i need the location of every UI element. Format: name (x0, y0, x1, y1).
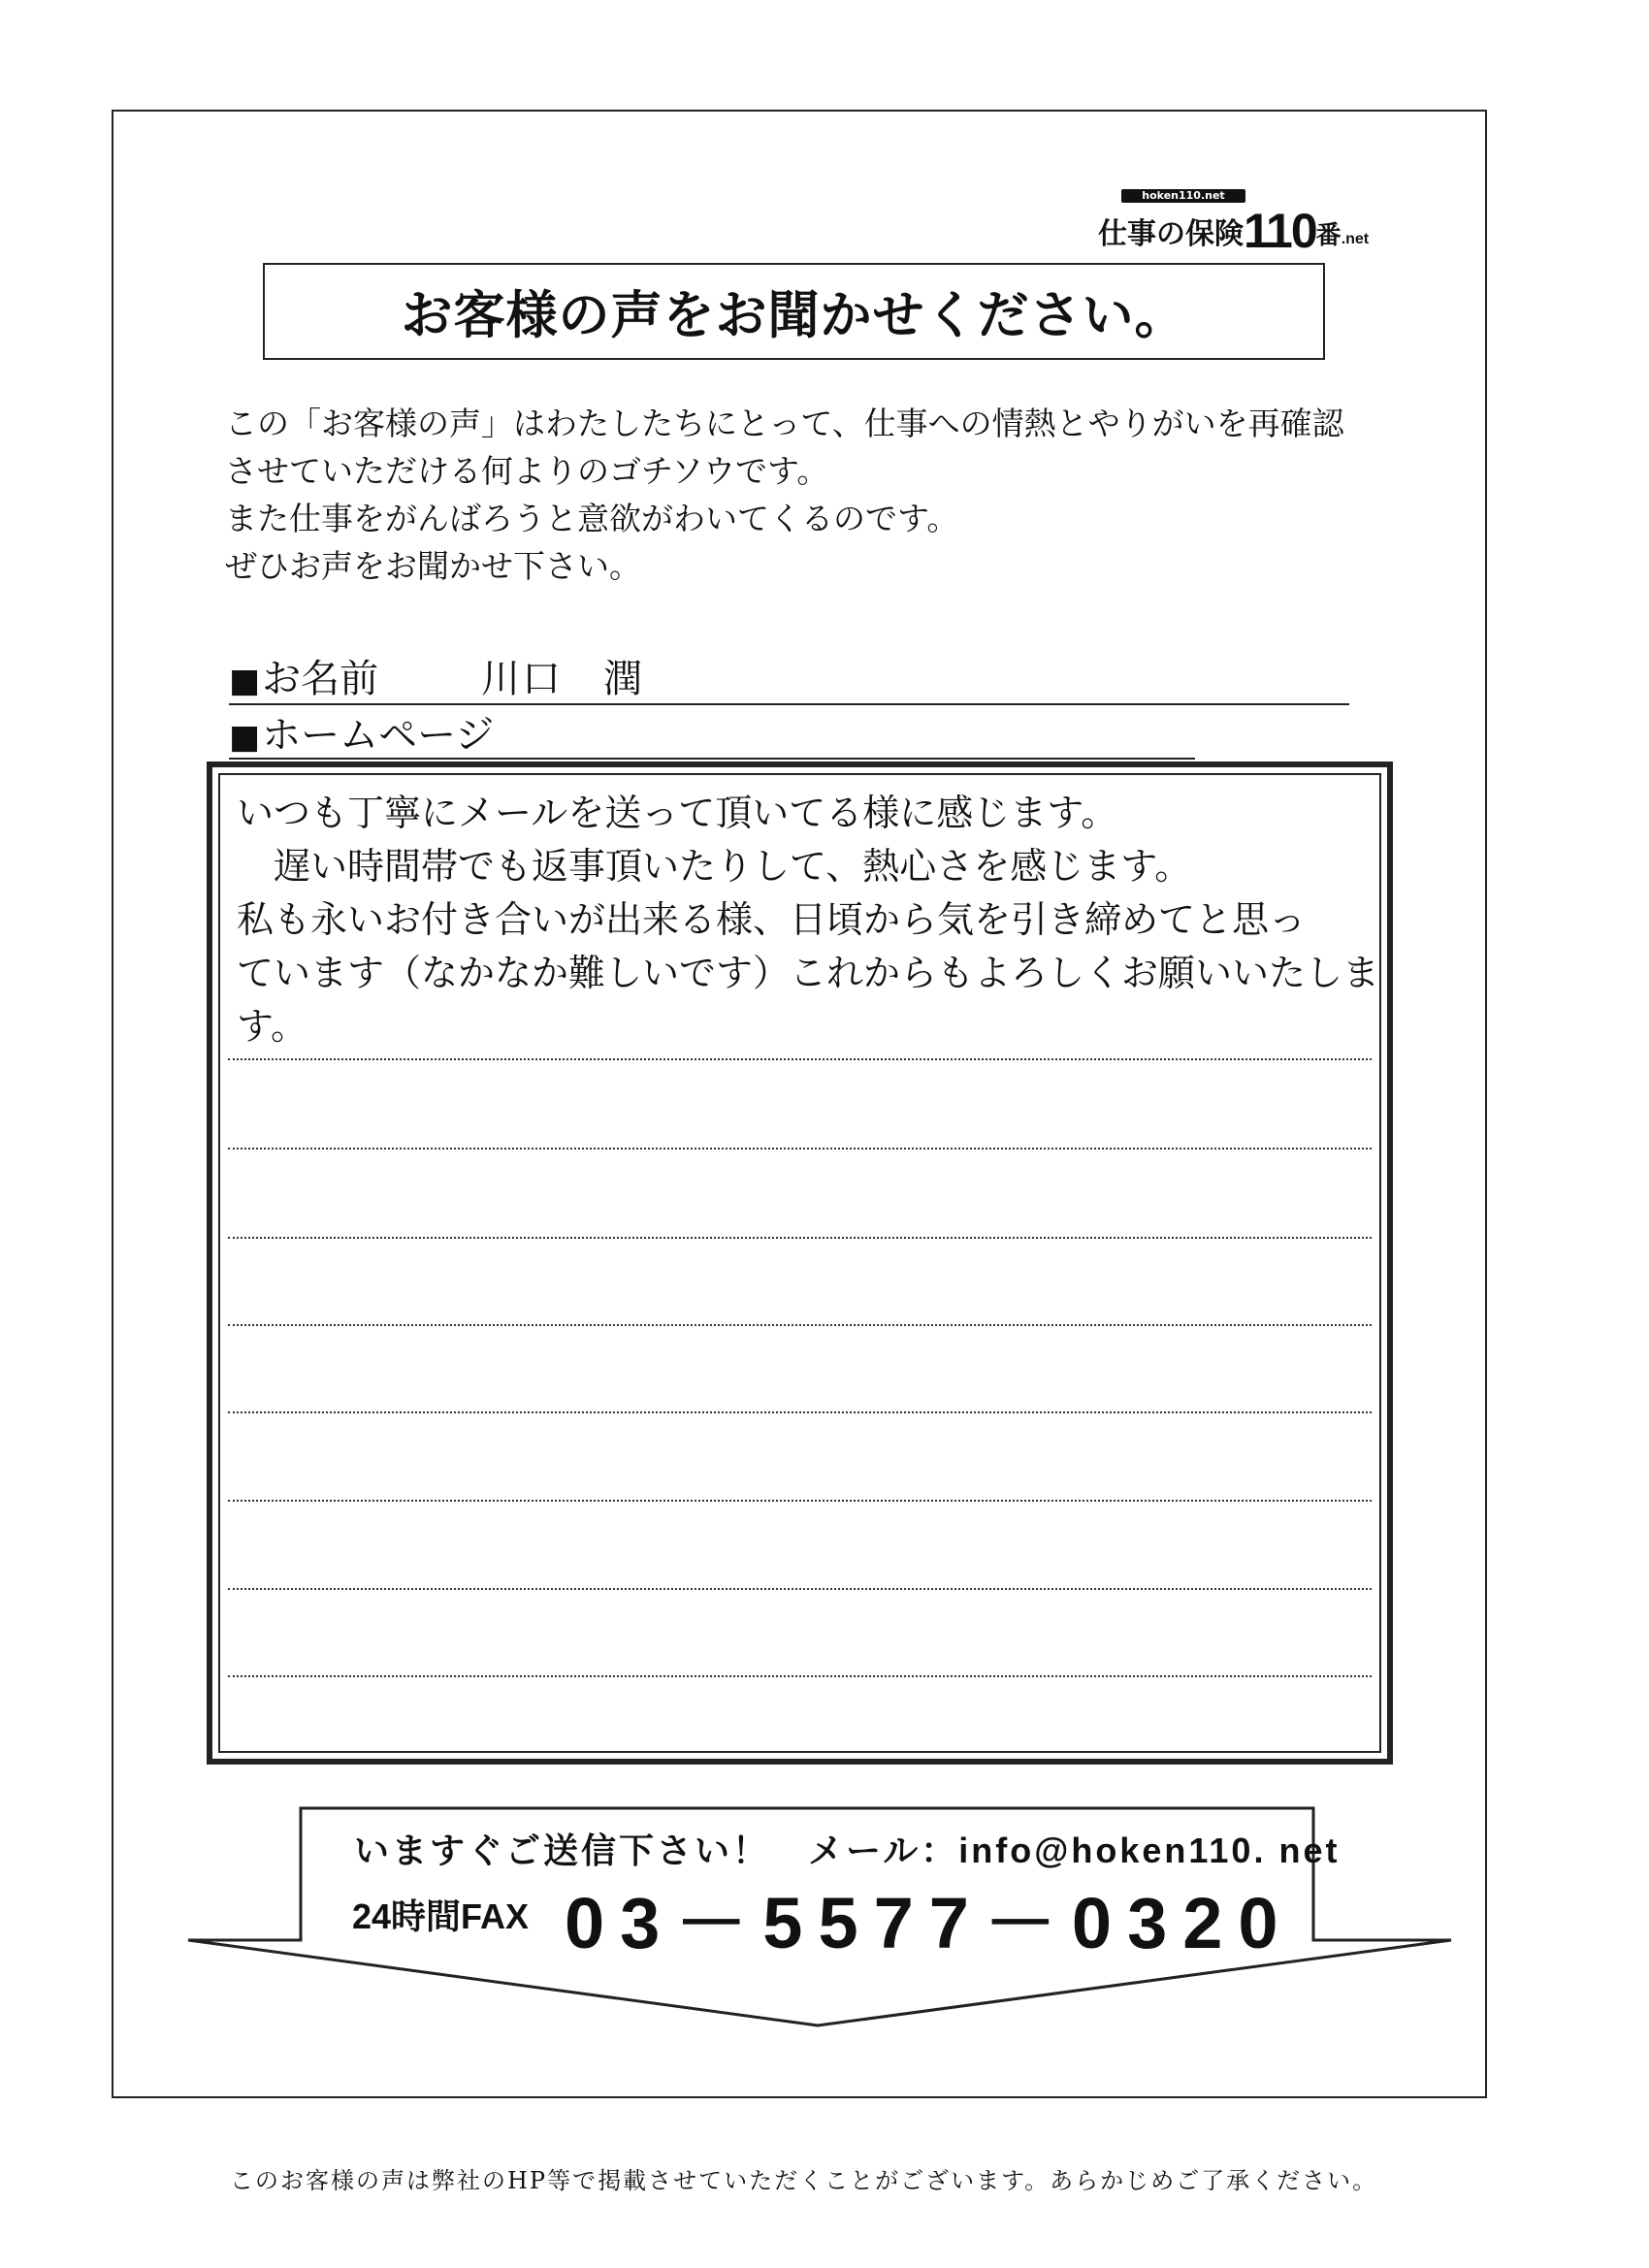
intro-line: この「お客様の声」はわたしたちにとって、仕事への情熱とやりがいを再確認 (225, 405, 1344, 442)
comment-rule-line (228, 1324, 1372, 1326)
comment-line: ています（なかなか難しいです）これからもよろしくお願いいたしま (237, 952, 1380, 994)
name-label: お名前 (262, 657, 379, 701)
comment-rule-line (228, 1148, 1372, 1150)
comment-text (237, 787, 1381, 1053)
comment-rule-line (228, 1500, 1372, 1502)
comment-line: 遅い時間帯でも返事頂いたりして、熱心さを感じます。 (237, 845, 1192, 888)
homepage-label: ホームページ (262, 713, 495, 758)
title-box (263, 263, 1325, 360)
comment-line: す。 (237, 1005, 307, 1048)
comment-box[interactable] (207, 761, 1393, 1765)
intro-line: させていただける何よりのゴチソウです。 (225, 452, 829, 490)
logo-domain: .net (1341, 231, 1370, 247)
comment-rule-line (228, 1588, 1372, 1590)
comment-line: いつも丁寧にメールを送って頂いてる様に感じます。 (237, 792, 1118, 834)
comment-line: 私も永いお付き合いが出来る様、日頃から気を引き締めてと思っ (237, 898, 1307, 941)
intro-text (225, 400, 1389, 590)
send-now-email[interactable]: いますぐご送信下さい！ メール：info@hoken110. net (354, 1831, 1341, 1870)
name-field[interactable] (229, 655, 1349, 705)
name-value: 川口 潤 (481, 657, 644, 701)
logo-text: 仕事の保険 (1098, 218, 1244, 250)
intro-line: ぜひお声をお聞かせ下さい。 (225, 547, 641, 585)
intro-line: また仕事をがんばろうと意欲がわいてくるのです。 (225, 500, 959, 537)
fax-number[interactable]: 03－5577－0320 (565, 1883, 1294, 1963)
homepage-field[interactable] (229, 711, 1195, 760)
logo-number: 110 (1244, 204, 1316, 258)
comment-rule-line (228, 1675, 1372, 1677)
logo-suffix: 番 (1315, 220, 1342, 249)
comment-rule-line (228, 1237, 1372, 1239)
company-logo (1098, 189, 1399, 258)
comment-rule-line (228, 1058, 1372, 1060)
bullet-square-icon: ■ (229, 718, 261, 757)
page-title: お客様の声をお聞かせください。 (401, 286, 1187, 345)
comment-rule-line (228, 1411, 1372, 1413)
bullet-square-icon: ■ (229, 662, 261, 700)
comment-box-inner (218, 773, 1381, 1753)
disclaimer: このお客様の声は弊社のHP等で掲載させていただくことがございます。あらかじめご了承ください。 (230, 2167, 1378, 2194)
logo-subtext: hoken110.net (1121, 189, 1245, 203)
fax-label: 24時間FAX (352, 1896, 530, 1936)
logo-main (1098, 203, 1369, 259)
